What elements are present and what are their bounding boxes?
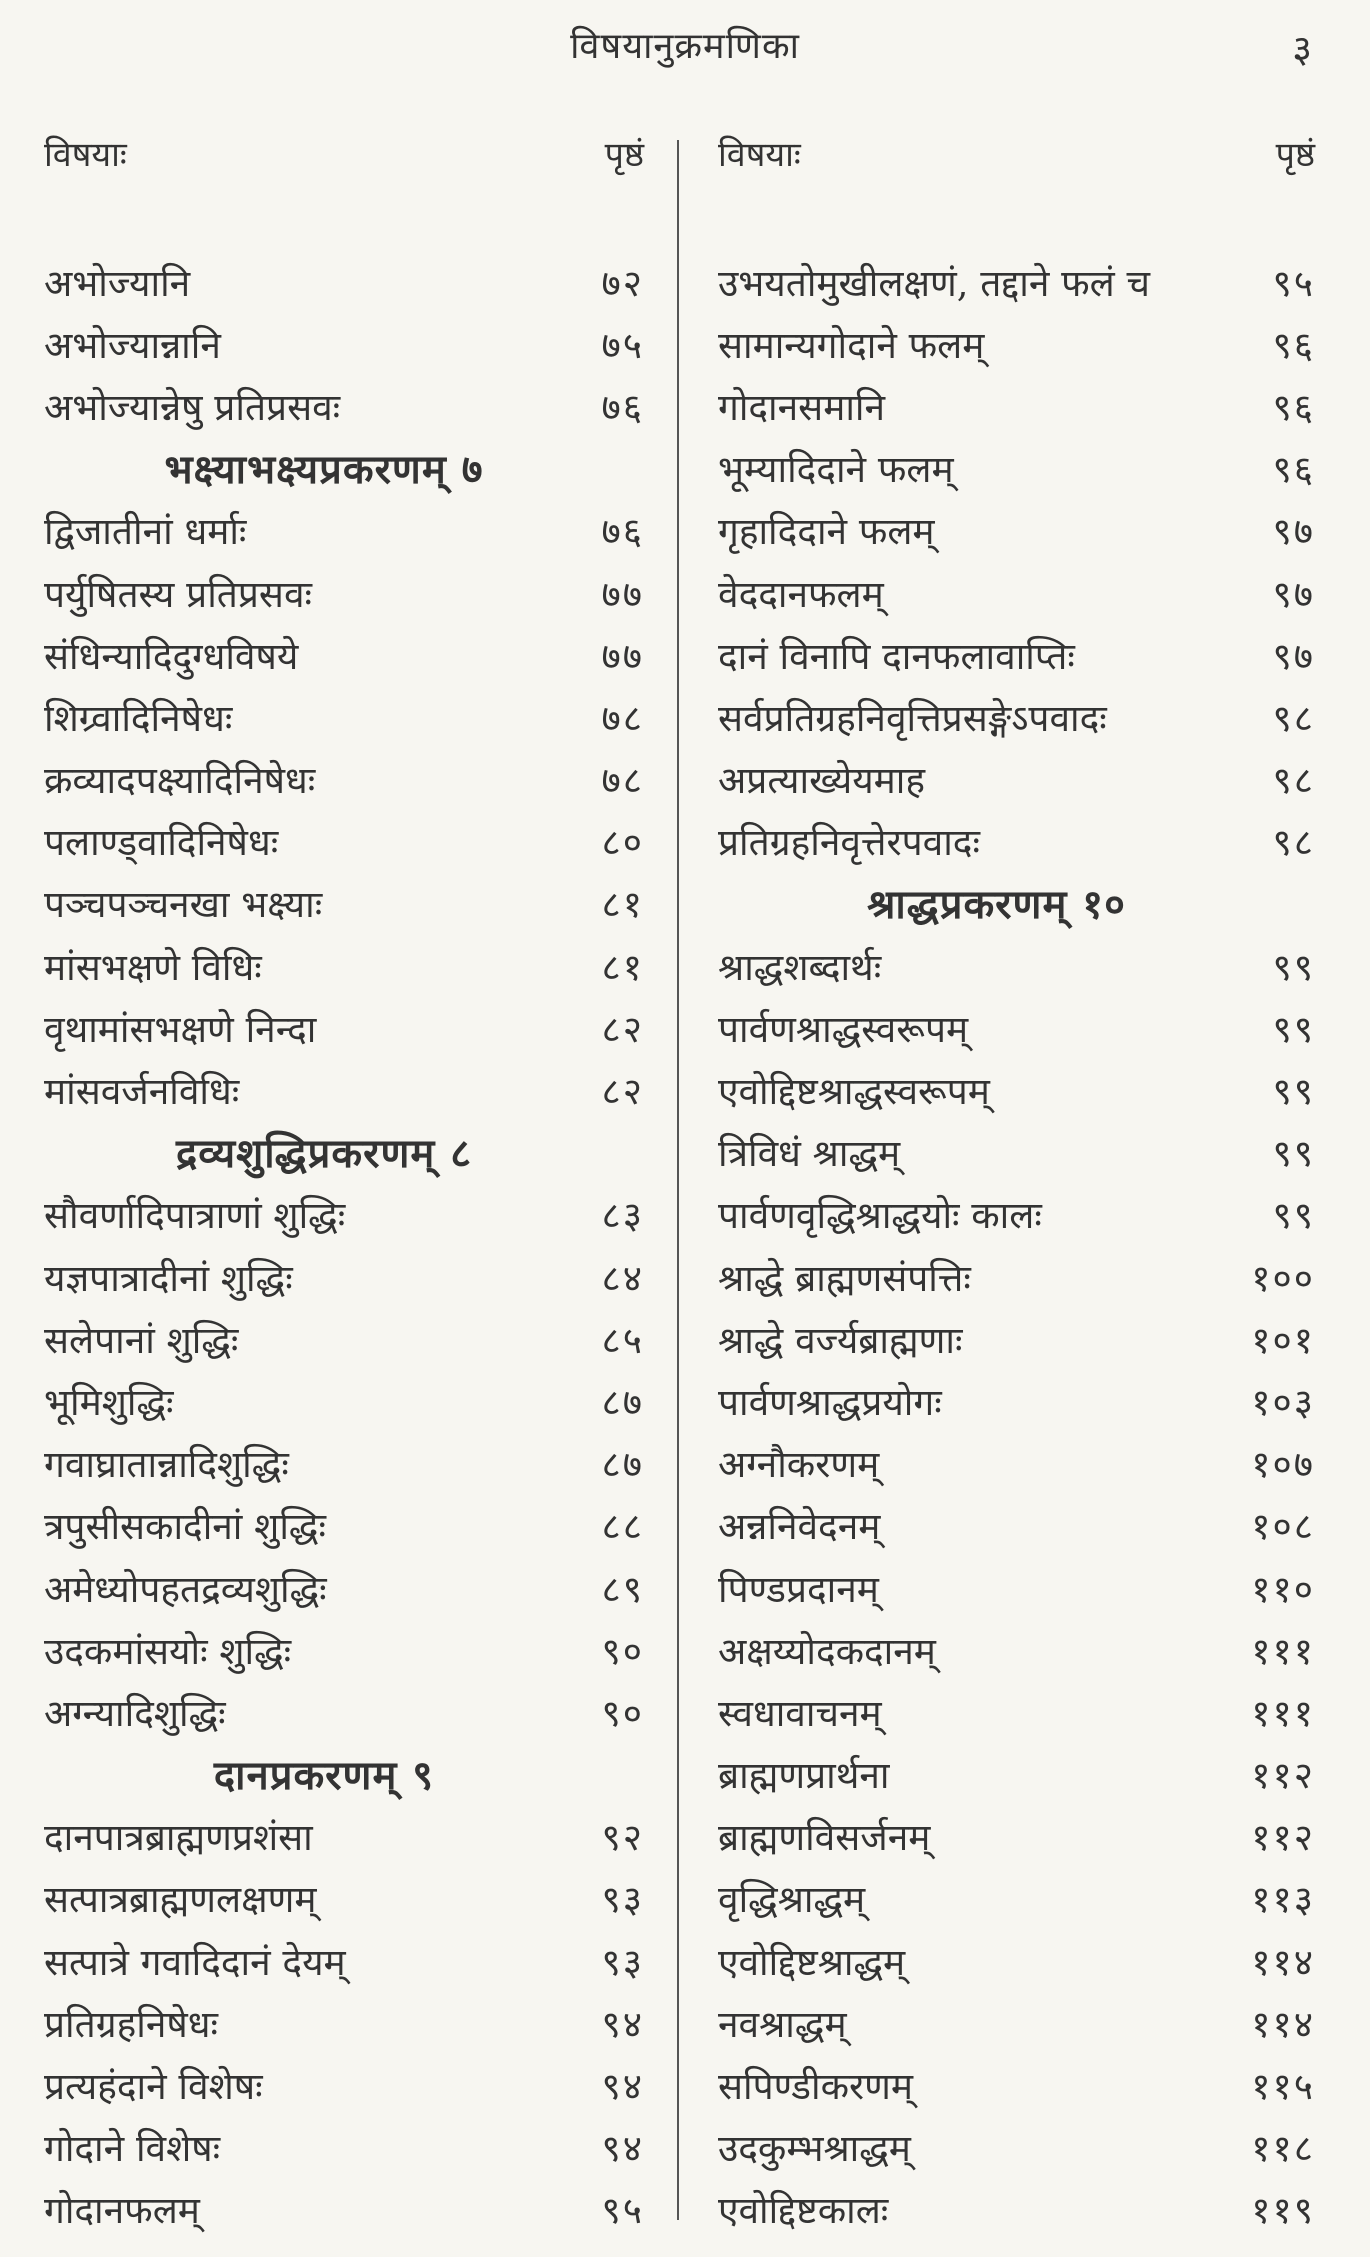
entry-page-number: १०३ [1251, 1380, 1315, 1424]
toc-entry [718, 437, 1315, 499]
toc-entry [44, 934, 644, 996]
section-heading: भक्ष्याभक्ष्यप्रकरणम् ७ [164, 446, 484, 494]
entry-page-number: ८१ [601, 945, 644, 989]
toc-entry [44, 872, 644, 934]
entry-page-number: ११५ [1251, 2065, 1315, 2109]
entry-title: नवश्राद्धम् [718, 2002, 847, 2046]
right-column-header [718, 125, 1315, 181]
entry-page-number: ९३ [601, 1878, 644, 1922]
toc-entry [718, 1867, 1315, 1929]
entry-title: अग्न्यादिशुद्धिः [44, 1691, 226, 1735]
entry-page-number: ८७ [601, 1380, 644, 1424]
toc-entry [44, 1058, 644, 1120]
entry-page-number: ८१ [601, 883, 644, 927]
page-number: ३ [1292, 27, 1312, 71]
toc-entry [718, 1432, 1315, 1494]
entry-title: एवोद्दिष्टश्राद्धस्वरूपम् [718, 1070, 990, 1114]
entry-page-number: ७६ [601, 385, 644, 429]
entry-title: क्रव्यादपक्ष्यादिनिषेधः [44, 759, 316, 803]
entry-page-number: ८२ [601, 1007, 644, 1051]
entry-page-number: ९० [601, 1629, 644, 1673]
entry-page-number: ८९ [601, 1567, 644, 1611]
toc-entry [718, 561, 1315, 623]
toc-entry [44, 1494, 644, 1556]
toc-entry [718, 748, 1315, 810]
entry-page-number: १११ [1251, 1691, 1315, 1735]
entry-title: अन्ननिवेदनम् [718, 1505, 881, 1549]
entry-title: वृद्धिश्राद्धम् [718, 1878, 866, 1922]
entry-page-number: ८० [601, 821, 644, 865]
entry-page-number: ७७ [601, 634, 644, 678]
entry-title: भूमिशुद्धिः [44, 1380, 174, 1424]
right-column [718, 125, 1315, 2240]
entry-title: सपिण्डीकरणम् [718, 2065, 913, 2109]
section-heading: दानप्रकरणम् ९ [213, 1752, 435, 1800]
entry-page-number: ७६ [601, 510, 644, 554]
toc-entry [44, 2053, 644, 2115]
entry-page-number: ९२ [601, 1816, 644, 1860]
entry-title: संधिन्यादिदुग्धविषये [44, 634, 299, 678]
entry-page-number: १०८ [1251, 1505, 1315, 1549]
entry-page-number: ९९ [1272, 1194, 1315, 1238]
entry-page-number: ९५ [1272, 261, 1315, 305]
entry-title: वृथामांसभक्षणे निन्दा [44, 1007, 317, 1051]
entry-title: मांसभक्षणे विधिः [44, 945, 262, 989]
entry-page-number: ९७ [1272, 634, 1315, 678]
entry-page-number: १११ [1251, 1629, 1315, 1673]
entry-title: गोदानसमानि [718, 385, 886, 429]
entry-page-number: ८७ [601, 1443, 644, 1487]
entry-title: पिण्डप्रदानम् [718, 1567, 879, 1611]
entry-page-number: ८२ [601, 1070, 644, 1114]
entry-title: दानं विनापि दानफलावाप्तिः [718, 634, 1075, 678]
entry-page-number: ८४ [601, 1256, 644, 1300]
entry-page-number: ११८ [1251, 2127, 1315, 2171]
toc-entry [718, 1618, 1315, 1680]
toc-entry [44, 561, 644, 623]
entry-title: यज्ञपात्रादीनां शुद्धिः [44, 1256, 293, 1300]
section-heading: द्रव्यशुद्धिप्रकरणम् ८ [175, 1130, 473, 1178]
toc-entry [718, 1680, 1315, 1742]
toc-entry [44, 1867, 644, 1929]
toc-entry [44, 1369, 644, 1431]
entry-title: अप्रत्याख्येयमाह [718, 759, 926, 803]
left-column-header [44, 125, 644, 181]
toc-entry [718, 1743, 1315, 1805]
toc-entry [44, 1432, 644, 1494]
entry-title: गोदानफलम् [44, 2189, 200, 2233]
entry-title: पार्वणवृद्धिश्राद्धयोः कालः [718, 1194, 1042, 1238]
toc-entry [44, 374, 644, 436]
entry-title: स्वधावाचनम् [718, 1691, 882, 1735]
toc-entry [44, 1805, 644, 1867]
entry-page-number: ९६ [1272, 323, 1315, 367]
toc-entry [718, 810, 1315, 872]
subject-heading: विषयाः [44, 135, 127, 175]
entry-title: श्राद्धशब्दार्थः [718, 945, 882, 989]
entry-title: सत्पात्रे गवादिदानं देयम् [44, 1940, 346, 1984]
toc-entry [44, 1680, 644, 1742]
toc-entry [718, 1245, 1315, 1307]
toc-entry [718, 2178, 1315, 2240]
entry-page-number: ९४ [601, 2065, 644, 2109]
toc-entry [44, 312, 644, 374]
entry-page-number: ९४ [601, 2127, 644, 2171]
entry-title: अभोज्यानि [44, 261, 191, 305]
entry-title: पलाण्ड्वादिनिषेधः [44, 821, 279, 865]
entry-title: शिग्र्वादिनिषेधः [44, 696, 233, 740]
entry-page-number: ९० [601, 1691, 644, 1735]
entry-page-number: ९८ [1272, 821, 1315, 865]
toc-entry [718, 2053, 1315, 2115]
entry-page-number: ११४ [1251, 2002, 1315, 2046]
entry-page-number: ९८ [1272, 696, 1315, 740]
toc-entry [44, 1245, 644, 1307]
entry-title: त्रिविधं श्राद्धम् [718, 1132, 901, 1176]
entry-title: पार्वणश्राद्धप्रयोगः [718, 1380, 942, 1424]
toc-entry [718, 623, 1315, 685]
entry-page-number: १०७ [1251, 1443, 1315, 1487]
toc-entry [718, 1183, 1315, 1245]
entry-title: पार्वणश्राद्धस्वरूपम् [718, 1007, 969, 1051]
toc-entry [718, 1556, 1315, 1618]
entry-title: अभोज्यान्नेषु प्रतिप्रसवः [44, 385, 341, 429]
entry-page-number: ८५ [601, 1318, 644, 1362]
entry-title: श्राद्धे ब्राह्मणसंपत्तिः [718, 1256, 971, 1300]
entry-title: गृहादिदाने फलम् [718, 510, 935, 554]
toc-entry [44, 1991, 644, 2053]
entry-page-number: ९९ [1272, 1132, 1315, 1176]
entry-title: द्विजातीनां धर्माः [44, 510, 247, 554]
toc-entry [718, 2116, 1315, 2178]
entry-page-number: ९९ [1272, 1070, 1315, 1114]
page-title: विषयानुक्रमणिका [570, 26, 800, 67]
entry-page-number: ८३ [601, 1194, 644, 1238]
entry-title: त्रपुसीसकादीनां शुद्धिः [44, 1505, 326, 1549]
toc-entry [44, 1929, 644, 1991]
column-divider [677, 140, 679, 2220]
toc-entry [718, 1307, 1315, 1369]
entry-page-number: ९५ [601, 2189, 644, 2233]
entry-page-number: ९४ [601, 2002, 644, 2046]
entry-title: सर्वप्रतिग्रहनिवृत्तिप्रसङ्गेऽपवादः [718, 696, 1107, 740]
toc-entry [44, 1618, 644, 1680]
toc-entry [44, 685, 644, 747]
entry-title: उदकमांसयोः शुद्धिः [44, 1629, 292, 1673]
toc-entry [718, 374, 1315, 436]
entry-title: प्रतिग्रहनिषेधः [44, 2002, 218, 2046]
entry-page-number: ११२ [1251, 1754, 1315, 1798]
entry-page-number: ९६ [1272, 448, 1315, 492]
toc-entry [718, 1369, 1315, 1431]
toc-entry [44, 250, 644, 312]
toc-entry [718, 312, 1315, 374]
entry-title: एवोद्दिष्टश्राद्धम् [718, 1940, 906, 1984]
toc-entry [44, 2178, 644, 2240]
entry-page-number: ७२ [601, 261, 644, 305]
entry-title: पञ्चपञ्चनखा भक्ष्याः [44, 883, 323, 927]
entry-title: सामान्यगोदाने फलम् [718, 323, 985, 367]
entry-page-number: ९६ [1272, 385, 1315, 429]
entry-title: एवोद्दिष्टकालः [718, 2189, 889, 2233]
entry-page-number: ९९ [1272, 1007, 1315, 1051]
entry-title: भूम्यादिदाने फलम् [718, 448, 954, 492]
entry-title: प्रत्यहंदाने विशेषः [44, 2065, 263, 2109]
entry-title: उभयतोमुखीलक्षणं, तद्दाने फलं च [718, 261, 1151, 305]
toc-entry [44, 996, 644, 1058]
entry-page-number: ११४ [1251, 1940, 1315, 1984]
toc-entry [718, 499, 1315, 561]
entry-page-number: ९७ [1272, 572, 1315, 616]
toc-entry [44, 499, 644, 561]
entry-page-number: ८८ [601, 1505, 644, 1549]
entry-page-number: ७८ [601, 759, 644, 803]
toc-entry [44, 2116, 644, 2178]
entry-title: अमेध्योपहतद्रव्यशुद्धिः [44, 1567, 327, 1611]
entry-page-number: ९३ [601, 1940, 644, 1984]
subject-heading: विषयाः [718, 135, 801, 175]
toc-entry [44, 1556, 644, 1618]
entry-title: सलेपानां शुद्धिः [44, 1318, 239, 1362]
entry-title: अग्नौकरणम् [718, 1443, 880, 1487]
entry-page-number: ७७ [601, 572, 644, 616]
entry-page-number: ११९ [1251, 2189, 1315, 2233]
toc-entry [718, 1121, 1315, 1183]
entry-title: उदकुम्भश्राद्धम् [718, 2127, 911, 2171]
entry-title: वेददानफलम् [718, 572, 884, 616]
entry-title: दानपात्रब्राह्मणप्रशंसा [44, 1816, 313, 1860]
entry-page-number: १०० [1251, 1256, 1315, 1300]
entry-page-number: ११० [1251, 1567, 1315, 1611]
toc-entry [718, 1494, 1315, 1556]
toc-entry [718, 1058, 1315, 1120]
entry-title: गवाघ्रातान्नादिशुद्धिः [44, 1443, 289, 1487]
entry-title: ब्राह्मणप्रार्थना [718, 1754, 890, 1798]
entry-page-number: १०१ [1251, 1318, 1315, 1362]
page-heading: पृष्ठं [1275, 135, 1315, 175]
entry-title: गोदाने विशेषः [44, 2127, 221, 2171]
toc-entry [718, 1991, 1315, 2053]
toc-entry [44, 748, 644, 810]
toc-entry [718, 934, 1315, 996]
page-header [0, 20, 1370, 80]
entry-title: सौवर्णादिपात्राणां शुद्धिः [44, 1194, 346, 1238]
entry-title: पर्युषितस्य प्रतिप्रसवः [44, 572, 312, 616]
toc-entry [718, 1929, 1315, 1991]
entry-title: अभोज्यान्नानि [44, 323, 221, 367]
entry-title: सत्पात्रब्राह्मणलक्षणम् [44, 1878, 317, 1922]
entry-page-number: ९७ [1272, 510, 1315, 554]
entry-page-number: ११३ [1251, 1878, 1315, 1922]
section-heading: श्राद्धप्रकरणम् १० [867, 881, 1126, 929]
entry-title: मांसवर्जनविधिः [44, 1070, 240, 1114]
toc-entry [44, 623, 644, 685]
toc-entry [44, 1307, 644, 1369]
right-entry-list [718, 250, 1315, 2240]
entry-page-number: ७८ [601, 696, 644, 740]
toc-entry [44, 810, 644, 872]
entry-page-number: ९९ [1272, 945, 1315, 989]
left-entry-list [44, 250, 644, 2240]
toc-entry [718, 1805, 1315, 1867]
toc-entry [44, 1183, 644, 1245]
entry-page-number: ९८ [1272, 759, 1315, 803]
toc-entry [718, 996, 1315, 1058]
toc-entry [718, 685, 1315, 747]
entry-title: ब्राह्मणविसर्जनम् [718, 1816, 931, 1860]
entry-title: श्राद्धे वर्ज्यब्राह्मणाः [718, 1318, 963, 1362]
entry-page-number: ७५ [601, 323, 644, 367]
entry-page-number: ११२ [1251, 1816, 1315, 1860]
left-column [44, 125, 644, 2240]
toc-entry [718, 250, 1315, 312]
entry-title: प्रतिग्रहनिवृत्तेरपवादः [718, 821, 980, 865]
page-heading: पृष्ठं [604, 135, 644, 175]
entry-title: अक्षय्योदकदानम् [718, 1629, 936, 1673]
